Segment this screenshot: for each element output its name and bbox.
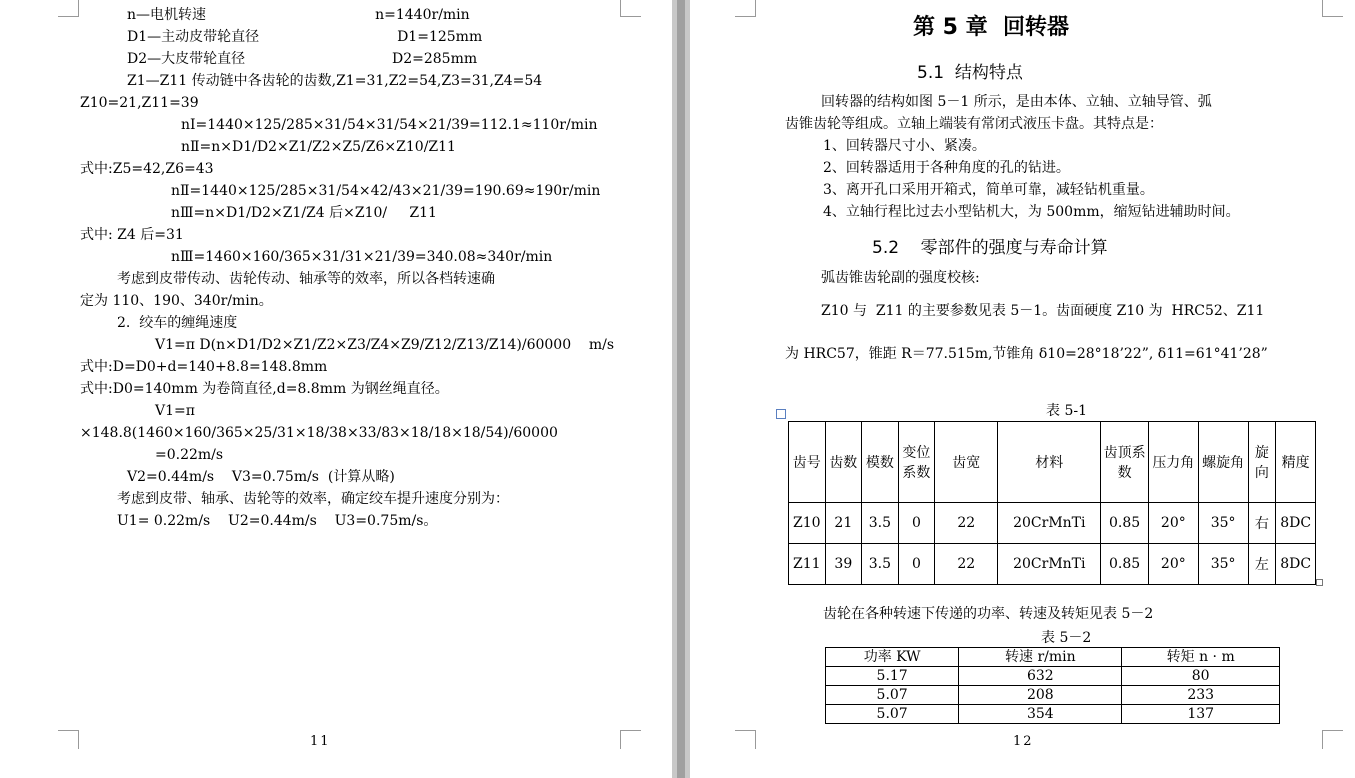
table-header: 转速 r/min (959, 648, 1122, 667)
table-cell: 8DC (1276, 503, 1316, 544)
table-header: 精度 (1276, 422, 1316, 503)
page-number: 12 (1013, 734, 1034, 749)
text-line: D1—主动皮带轮直径 D1=125mm (127, 29, 483, 45)
text-line: 为 HRC57，锥距 R＝77.515m,节锥角 δ10=28°18’22”, δ11=61°41’28” (785, 346, 1268, 362)
text-line: 考虑到皮带传动、齿轮传动、轴承等的效率，所以各档转速确 (117, 271, 495, 287)
table-header: 转矩 n · m (1122, 648, 1280, 667)
text-line: V2=0.44m/s V3=0.75m/s (计算从略) (127, 469, 395, 485)
table-cell: Z11 (789, 544, 826, 585)
power-speed-torque-table (825, 647, 1280, 724)
table-caption: 表 5－2 (1041, 630, 1092, 646)
table-cell: 35° (1198, 503, 1248, 544)
table-header: 齿宽 (935, 422, 998, 503)
table-cell: 21 (825, 503, 862, 544)
text-line: Z10 与 Z11 的主要参数见表 5－1。齿面硬度 Z10 为 HRC52、Z11 (821, 303, 1265, 319)
table-cell: 20CrMnTi (998, 544, 1101, 585)
table-row (789, 544, 1316, 585)
table-move-handle[interactable] (776, 409, 786, 419)
table-cell: 20CrMnTi (998, 503, 1101, 544)
table-cell: 0 (898, 503, 935, 544)
text-line: 式中: Z4 后=31 (80, 227, 184, 243)
table-row (789, 503, 1316, 544)
text-line: 1、回转器尺寸小、紧凑。 (823, 138, 986, 154)
crop-mark (1322, 0, 1343, 17)
parameters-table (788, 421, 1316, 585)
text-line: n—电机转速 n=1440r/min (127, 7, 470, 23)
text-line: nⅢ=1460×160/365×31/31×21/39=340.08≈340r/min (171, 249, 553, 265)
table-cell: 137 (1122, 705, 1280, 724)
table-header: 齿数 (825, 422, 862, 503)
text-line: 式中:D0=140mm 为卷筒直径,d=8.8mm 为钢丝绳直径。 (80, 381, 449, 397)
table-cell: 22 (935, 544, 998, 585)
text-line: 4、立轴行程比过去小型钻机大，为 500mm，缩短钻进辅助时间。 (823, 204, 1240, 220)
text-line: nⅢ=n×D1/D2×Z1/Z4 后×Z10/ Z11 (171, 205, 437, 221)
text-line: nⅡ=1440×125/285×31/54×42/43×21/39=190.69≈190r/min (171, 183, 601, 199)
table-row (826, 705, 1280, 724)
text-line: nⅡ=n×D1/D2×Z1/Z2×Z5/Z6×Z10/Z11 (181, 139, 456, 155)
text-line: 式中:D=D0+d=140+8.8=148.8mm (80, 359, 328, 375)
text-line: 定为 110、190、340r/min。 (80, 293, 273, 309)
chapter-title: 第 5 章 回转器 (913, 15, 1069, 40)
table-cell: 80 (1122, 667, 1280, 686)
table-cell: 0 (898, 544, 935, 585)
crop-mark (58, 730, 79, 749)
table-cell: 3.5 (862, 544, 899, 585)
table-cell: 208 (959, 686, 1122, 705)
crop-mark (58, 0, 79, 17)
page-gutter-shadow (677, 0, 685, 778)
table-cell: 5.07 (826, 705, 959, 724)
table-cell: 右 (1248, 503, 1276, 544)
table-cell: 35° (1198, 544, 1248, 585)
section-heading: 5.1 结构特点 (917, 63, 1023, 83)
section-heading: 5.2 零部件的强度与寿命计算 (872, 238, 1108, 258)
text-line: 2、回转器适用于各种角度的孔的钻进。 (823, 160, 1070, 176)
crop-mark (735, 0, 756, 17)
table-cell: 20° (1148, 503, 1198, 544)
text-line: V1=π D(n×D1/D2×Z1/Z2×Z3/Z4×Z9/Z12/Z13/Z14)/60000 m/s (155, 337, 615, 353)
table-header: 齿号 (789, 422, 826, 503)
table-cell: 0.85 (1101, 503, 1149, 544)
table-header-row (789, 422, 1316, 503)
text-line: D2—大皮带轮直径 D2=285mm (127, 51, 478, 67)
table-header-row (826, 648, 1280, 667)
table-header: 模数 (862, 422, 899, 503)
table-cell: 0.85 (1101, 544, 1149, 585)
table-caption: 表 5-1 (1046, 403, 1087, 419)
text-line: nⅠ=1440×125/285×31/54×31/54×21/39=112.1≈110r/min (181, 117, 598, 133)
table-row (826, 667, 1280, 686)
text-line: 弧齿锥齿轮副的强度校核: (821, 270, 980, 286)
table-header: 材料 (998, 422, 1101, 503)
text-line: U1= 0.22m/s U2=0.44m/s U3=0.75m/s。 (117, 513, 438, 529)
page-number: 11 (310, 734, 331, 749)
table-header: 变位系数 (898, 422, 935, 503)
table-cell: 8DC (1276, 544, 1316, 585)
text-line: 齿锥齿轮等组成。立轴上端装有常闭式液压卡盘。其特点是： (785, 116, 1163, 132)
text-line: V1=π (155, 403, 195, 419)
table-header: 螺旋角 (1198, 422, 1248, 503)
table-cell: 5.07 (826, 686, 959, 705)
text-line: ×148.8(1460×160/365×25/31×18/38×33/83×18/18×18/54)/60000 (80, 425, 558, 441)
text-line: 考虑到皮带、轴承、齿轮等的效率，确定绞车提升速度分别为： (117, 491, 509, 507)
text-line: Z1—Z11 传动链中各齿轮的齿数,Z1=31,Z2=54,Z3=31,Z4=54 (127, 73, 543, 89)
table-cell: 左 (1248, 544, 1276, 585)
table-cell: 22 (935, 503, 998, 544)
table-cell: 354 (959, 705, 1122, 724)
table-header: 齿顶系数 (1101, 422, 1149, 503)
table-cell: 233 (1122, 686, 1280, 705)
crop-mark (620, 730, 641, 749)
document-page-12 (690, 0, 1355, 778)
table-cell: 20° (1148, 544, 1198, 585)
text-line: 式中:Z5=42,Z6=43 (80, 161, 214, 177)
table-cell: 632 (959, 667, 1122, 686)
text-line: Z10=21,Z11=39 (80, 95, 199, 111)
text-line: 齿轮在各种转速下传递的功率、转速及转矩见表 5－2 (823, 606, 1154, 622)
crop-mark (735, 730, 756, 749)
table-cell: 39 (825, 544, 862, 585)
table-row (826, 686, 1280, 705)
crop-mark (620, 0, 641, 17)
table-cell: Z10 (789, 503, 826, 544)
table-resize-handle[interactable] (1316, 579, 1323, 586)
table-cell: 3.5 (862, 503, 899, 544)
table-header: 功率 KW (826, 648, 959, 667)
text-line: 3、离开孔口采用开箱式，简单可靠，减轻钻机重量。 (823, 182, 1154, 198)
text-line: =0.22m/s (155, 447, 224, 463)
table-header: 旋向 (1248, 422, 1276, 503)
crop-mark (1322, 730, 1343, 749)
text-line: 2. 绞车的缠绳速度 (117, 315, 238, 331)
table-header: 压力角 (1148, 422, 1198, 503)
text-line: 回转器的结构如图 5－1 所示，是由本体、立轴、立轴导管、弧 (821, 94, 1212, 110)
table-cell: 5.17 (826, 667, 959, 686)
document-page-11 (0, 0, 672, 778)
